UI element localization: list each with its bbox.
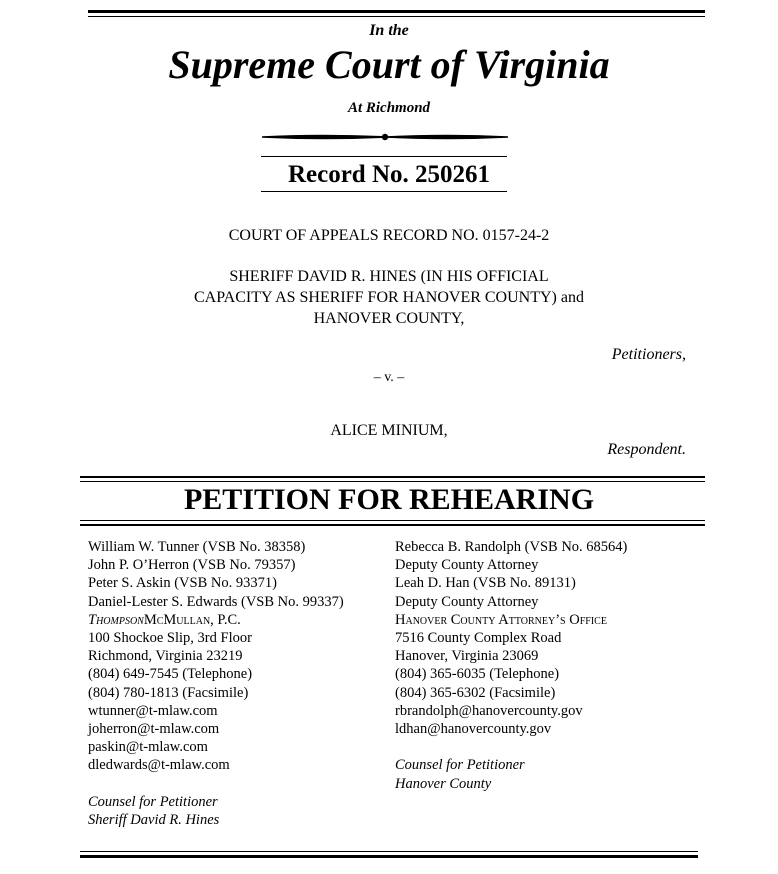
bottom-rule-thin xyxy=(80,851,698,852)
counsel-block-right xyxy=(395,538,627,793)
respondent-label: Respondent. xyxy=(607,441,686,458)
attorney-name: Rebecca B. Randolph (VSB No. 68564) xyxy=(395,539,628,555)
email-line: ldhan@hanovercounty.gov xyxy=(395,721,552,738)
office-name: Hanover County Attorney’s Office xyxy=(395,611,607,628)
top-rule-thin xyxy=(88,16,705,17)
document-title: PETITION FOR REHEARING xyxy=(183,483,595,516)
ornamental-divider xyxy=(262,130,508,144)
email-line: joherron@t-mlaw.com xyxy=(88,721,220,738)
fax-line: (804) 365-6302 (Facsimile) xyxy=(395,684,556,701)
attorney-name: John P. O’Herron (VSB No. 79357) xyxy=(88,557,296,574)
counsel-block-left xyxy=(88,538,344,829)
counsel-role: Counsel for Petitioner xyxy=(395,757,525,774)
title-rule-thick xyxy=(80,476,705,478)
record-rule-bottom xyxy=(261,191,507,192)
respondent-name: ALICE MINIUM, xyxy=(330,422,448,439)
firm-name-part1: Thompson xyxy=(88,611,144,628)
petitioners-label: Petitioners, xyxy=(611,346,686,363)
title-rule-bottom-thick xyxy=(80,524,705,526)
versus: – v. – xyxy=(373,370,405,385)
address-line: 100 Shockoe Slip, 3rd Floor xyxy=(88,630,252,647)
address-line: 7516 County Complex Road xyxy=(395,630,562,647)
attorney-title: Deputy County Attorney xyxy=(395,557,539,574)
petitioner-line-2: CAPACITY AS SHERIFF FOR HANOVER COUNTY) and xyxy=(194,289,584,306)
record-rule-top xyxy=(261,156,507,157)
fax-line: (804) 780-1813 (Facsimile) xyxy=(88,684,249,701)
bottom-rule-thick xyxy=(80,855,698,858)
email-line: dledwards@t-mlaw.com xyxy=(88,757,230,774)
email-line: rbrandolph@hanovercounty.gov xyxy=(395,702,583,719)
address-line: Hanover, Virginia 23069 xyxy=(395,648,539,665)
in-the-label: In the xyxy=(369,22,409,39)
firm-name-part2: McMullan, P.C. xyxy=(143,611,241,628)
attorney-name: Leah D. Han (VSB No. 89131) xyxy=(395,575,576,592)
counsel-client: Sheriff David R. Hines xyxy=(88,812,220,829)
counsel-role: Counsel for Petitioner xyxy=(88,793,218,810)
counsel-client: Hanover County xyxy=(395,775,492,792)
attorney-title: Deputy County Attorney xyxy=(395,593,539,610)
address-line: Richmond, Virginia 23219 xyxy=(88,648,243,665)
top-rule-thick xyxy=(88,10,705,13)
firm-name xyxy=(88,611,344,629)
attorney-name: William W. Tunner (VSB No. 38358) xyxy=(88,539,306,555)
court-name: Supreme Court of Virginia xyxy=(168,42,610,87)
record-number: Record No. 250261 xyxy=(287,161,491,188)
attorney-name: Daniel-Lester S. Edwards (VSB No. 99337) xyxy=(88,593,344,610)
email-line: paskin@t-mlaw.com xyxy=(88,739,208,756)
phone-line: (804) 365-6035 (Telephone) xyxy=(395,666,560,683)
petitioner-line-1: SHERIFF DAVID R. HINES (IN HIS OFFICIAL xyxy=(229,268,549,285)
petitioner-line-3: HANOVER COUNTY, xyxy=(313,310,465,327)
attorney-name: Peter S. Askin (VSB No. 93371) xyxy=(88,575,277,592)
title-rule-bottom-thin xyxy=(80,520,705,521)
appeals-record: COURT OF APPEALS RECORD NO. 0157-24-2 xyxy=(228,227,550,244)
court-location: At Richmond xyxy=(347,100,431,116)
email-line: wtunner@t-mlaw.com xyxy=(88,702,218,719)
phone-line: (804) 649-7545 (Telephone) xyxy=(88,666,253,683)
